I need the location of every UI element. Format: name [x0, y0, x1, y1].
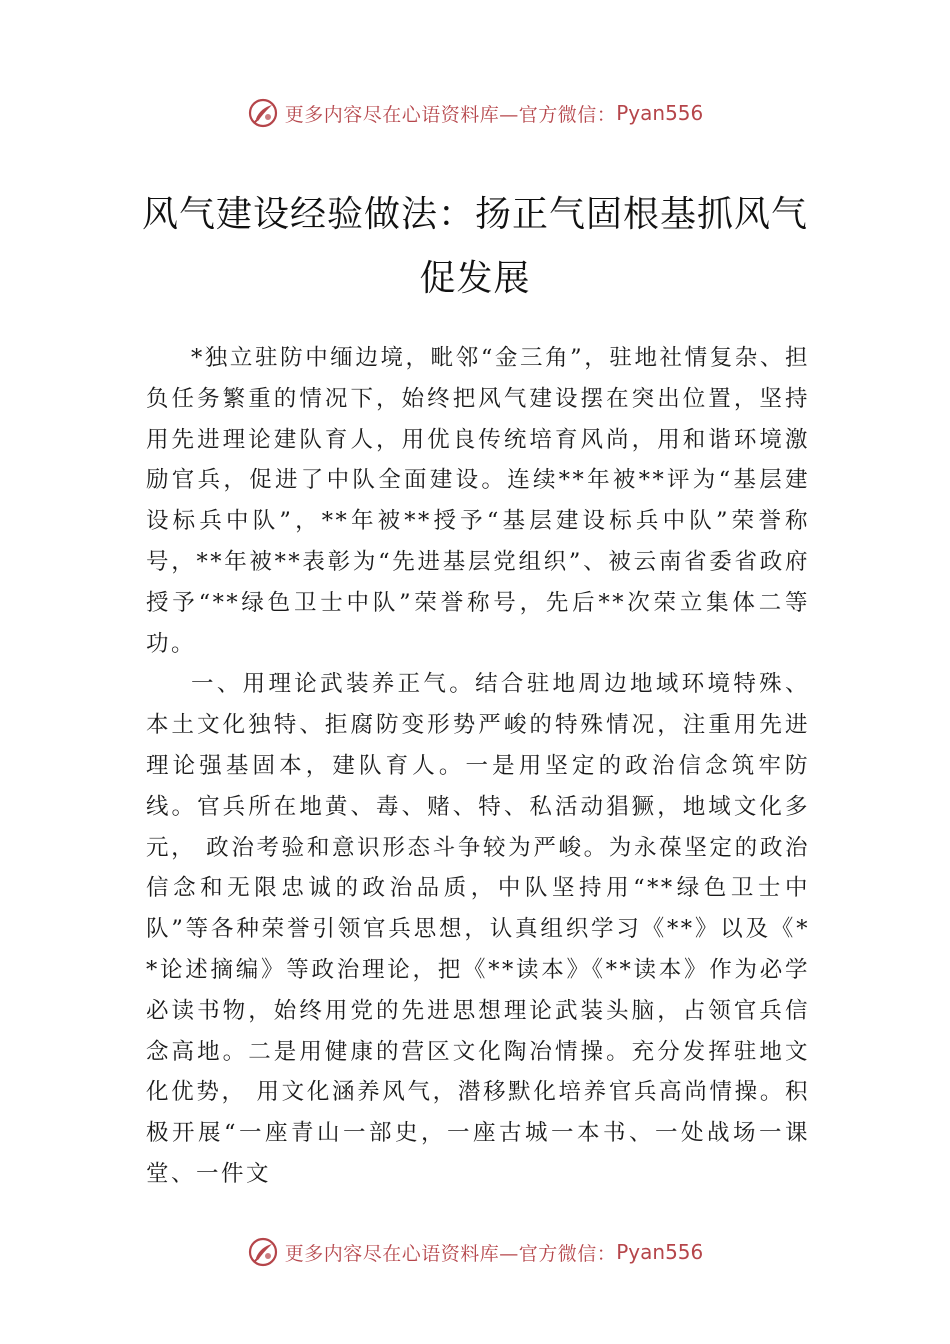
header-banner: [0, 93, 950, 133]
banner-wechat-id: Pyan556: [616, 101, 704, 125]
title-line-1: 风气建设经验做法：扬正气固根基抓风气: [141, 194, 808, 235]
banner-text: 更多内容尽在心语资料库—官方微信：: [284, 103, 617, 126]
logo-icon: [247, 1236, 279, 1268]
logo-icon: [247, 97, 279, 129]
document-body: [146, 338, 810, 1195]
page-title: [130, 183, 820, 311]
footer-banner: [0, 1232, 950, 1272]
title-line-2: 促发展: [419, 258, 531, 299]
paragraph-intro: *独立驻防中缅边境，毗邻“金三角”，驻地社情复杂、担负任务繁重的情况下，始终把风气建设摆在突出位置，坚持用先进理论建队育人，用优良传统培育风尚，用和谐环境激励官兵，促进了中队全面建设。连续**年被**评为“基层建设标兵中队”，**年被**授予“基层建设标兵中队”荣誉称号，**年被**表彰为“先进基层党组织”、被云南省委省政府授予“**绿色卫士中队”荣誉称号，先后**次荣立集体二等功。: [146, 345, 810, 657]
banner-text: 更多内容尽在心语资料库—官方微信：: [284, 1242, 617, 1265]
banner-wechat-id: Pyan556: [616, 1240, 704, 1264]
paragraph-section-1: 一、用理论武装养正气。结合驻地周边地域环境特殊、本土文化独特、拒腐防变形势严峻的特殊情况，注重用先进理论强基固本，建队育人。一是用坚定的政治信念筑牢防线。官兵所在地黄、毒、赌、特、私活动猖獗，地域文化多元， 政治考验和意识形态斗争较为严峻。为永葆坚定的政治信念和无限忠诚的政治品质，中队坚持用“**绿色卫士中队”等各种荣誉引领官兵思想，认真组织学习《**》以及《**论述摘编》等政治理论，把《**读本》《**读本》作为必学必读书物，始终用党的先进思想理论武装头脑，占领官兵信念高地。二是用健康的营区文化陶冶情操。充分发挥驻地文化优势， 用文化涵养风气，潜移默化培养官兵高尚情操。积极开展“一座青山一部史，一座古城一本书、一处战场一课堂、一件文: [146, 671, 810, 1187]
